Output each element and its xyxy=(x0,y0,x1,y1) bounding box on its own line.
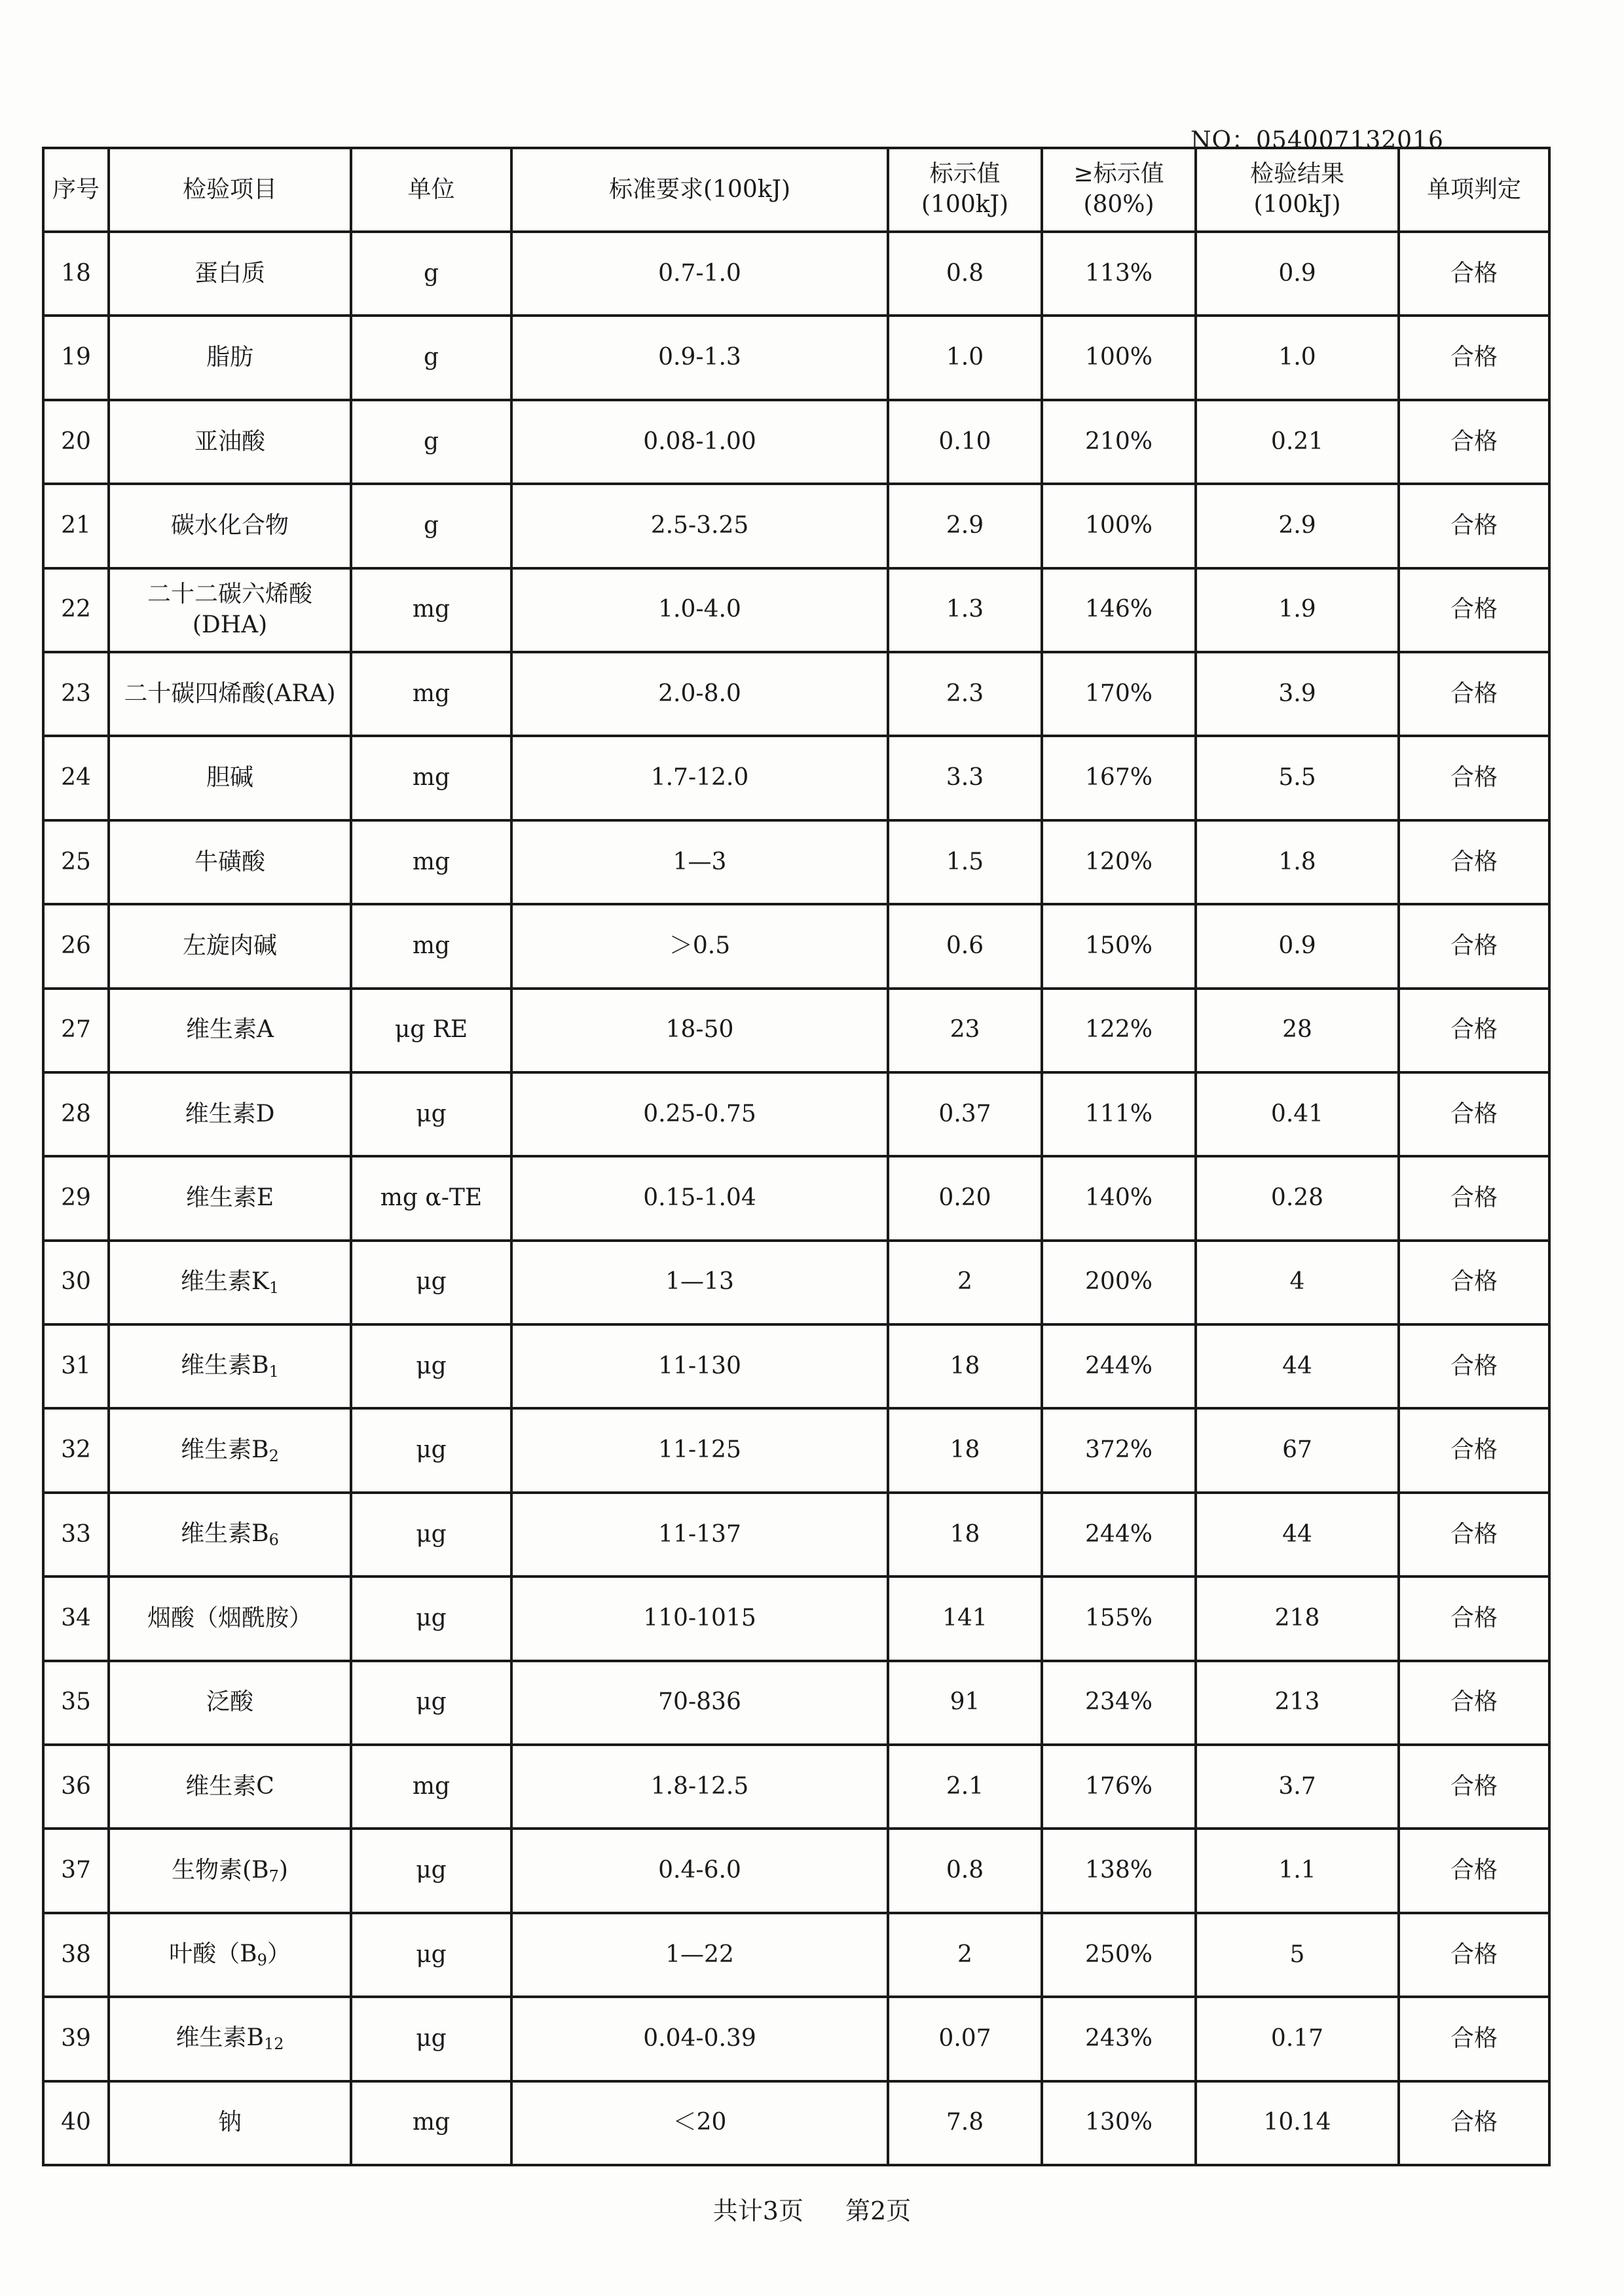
table-row xyxy=(43,1576,1549,1660)
item-name: 维生素E xyxy=(185,1184,274,1212)
cell-label-pct: 113% xyxy=(1042,232,1196,316)
cell-item xyxy=(109,989,351,1072)
cell-standard: 11-130 xyxy=(511,1324,888,1408)
cell-result: 2.9 xyxy=(1196,484,1399,568)
item-name: 维生素K xyxy=(180,1267,269,1295)
cell-unit: g xyxy=(351,484,511,568)
cell-label-pct: 167% xyxy=(1042,736,1196,820)
cell-result: 67 xyxy=(1196,1408,1399,1492)
header-unit: 单位 xyxy=(351,148,511,232)
cell-standard: 0.15-1.04 xyxy=(511,1156,888,1240)
cell-no: 31 xyxy=(43,1324,109,1408)
item-subscript: 6 xyxy=(268,1530,279,1549)
table-row xyxy=(43,1745,1549,1829)
cell-judgement: 合格 xyxy=(1399,1745,1549,1829)
cell-item xyxy=(109,484,351,568)
cell-standard: 18-50 xyxy=(511,989,888,1072)
cell-result: 1.9 xyxy=(1196,568,1399,652)
cell-item xyxy=(109,1829,351,1912)
cell-unit: mg xyxy=(351,568,511,652)
inspection-table xyxy=(42,147,1551,2166)
cell-judgement: 合格 xyxy=(1399,989,1549,1072)
cell-item xyxy=(109,568,351,652)
cell-label-pct: 155% xyxy=(1042,1576,1196,1660)
item-name: 脂肪 xyxy=(206,344,253,371)
cell-no: 36 xyxy=(43,1745,109,1829)
cell-item xyxy=(109,1745,351,1829)
table-row xyxy=(43,989,1549,1072)
cell-result: 28 xyxy=(1196,989,1399,1072)
cell-item xyxy=(109,1408,351,1492)
cell-unit: mg xyxy=(351,904,511,988)
cell-label-value: 2.1 xyxy=(888,1745,1042,1829)
cell-label-pct: 250% xyxy=(1042,1913,1196,1997)
item-name: 维生素D xyxy=(185,1100,275,1127)
cell-judgement: 合格 xyxy=(1399,316,1549,399)
cell-label-value: 23 xyxy=(888,989,1042,1072)
cell-unit: μg xyxy=(351,1072,511,1156)
cell-unit: μg xyxy=(351,1493,511,1576)
cell-standard: 1—3 xyxy=(511,820,888,904)
table-row xyxy=(43,1324,1549,1408)
cell-item xyxy=(109,316,351,399)
cell-label-value: 7.8 xyxy=(888,2081,1042,2165)
table-row xyxy=(43,400,1549,484)
item-name: 生物素(B xyxy=(172,1856,269,1884)
table-row xyxy=(43,736,1549,820)
cell-unit: mg xyxy=(351,1745,511,1829)
cell-label-pct: 372% xyxy=(1042,1408,1196,1492)
cell-label-pct: 138% xyxy=(1042,1829,1196,1912)
item-subscript: 2 xyxy=(268,1446,279,1465)
cell-judgement: 合格 xyxy=(1399,736,1549,820)
cell-result: 0.28 xyxy=(1196,1156,1399,1240)
cell-judgement: 合格 xyxy=(1399,232,1549,316)
cell-no: 37 xyxy=(43,1829,109,1912)
cell-judgement: 合格 xyxy=(1399,1997,1549,2081)
cell-standard: ＜20 xyxy=(511,2081,888,2165)
cell-label-pct: 234% xyxy=(1042,1661,1196,1745)
cell-unit: mg xyxy=(351,736,511,820)
cell-label-value: 18 xyxy=(888,1493,1042,1576)
cell-label-value: 18 xyxy=(888,1408,1042,1492)
table-body xyxy=(43,232,1549,2165)
cell-label-value: 2.9 xyxy=(888,484,1042,568)
item-name: 牛磺酸 xyxy=(194,848,265,875)
cell-unit: g xyxy=(351,316,511,399)
cell-label-pct: 146% xyxy=(1042,568,1196,652)
cell-label-pct: 122% xyxy=(1042,989,1196,1072)
cell-item xyxy=(109,1661,351,1745)
table-row xyxy=(43,568,1549,652)
cell-judgement: 合格 xyxy=(1399,1241,1549,1324)
cell-label-pct: 130% xyxy=(1042,2081,1196,2165)
cell-standard: ＞0.5 xyxy=(511,904,888,988)
item-name: 左旋肉碱 xyxy=(182,932,277,959)
cell-no: 21 xyxy=(43,484,109,568)
cell-result: 10.14 xyxy=(1196,2081,1399,2165)
cell-no: 26 xyxy=(43,904,109,988)
table-row xyxy=(43,652,1549,736)
cell-standard: 2.5-3.25 xyxy=(511,484,888,568)
table-row xyxy=(43,1997,1549,2081)
header-standard: 标准要求(100kJ) xyxy=(511,148,888,232)
cell-label-value: 0.6 xyxy=(888,904,1042,988)
cell-label-pct: 176% xyxy=(1042,1745,1196,1829)
cell-standard: 0.04-0.39 xyxy=(511,1997,888,2081)
item-suffix: ） xyxy=(267,1940,291,1967)
header-label-pct: ≥标示值 (80%) xyxy=(1042,148,1196,232)
cell-unit: μg xyxy=(351,1576,511,1660)
cell-judgement: 合格 xyxy=(1399,1661,1549,1745)
header-result: 检验结果 (100kJ) xyxy=(1196,148,1399,232)
item-name: 碳水化合物 xyxy=(170,511,289,539)
cell-result: 0.9 xyxy=(1196,904,1399,988)
cell-label-pct: 150% xyxy=(1042,904,1196,988)
table-row xyxy=(43,820,1549,904)
cell-label-pct: 100% xyxy=(1042,316,1196,399)
cell-standard: 1.7-12.0 xyxy=(511,736,888,820)
cell-unit: mg xyxy=(351,2081,511,2165)
item-name: 胆碱 xyxy=(206,764,253,792)
item-name: 泛酸 xyxy=(206,1688,253,1716)
cell-result: 3.9 xyxy=(1196,652,1399,736)
item-name: 维生素B xyxy=(181,1436,269,1463)
cell-unit: mg α-TE xyxy=(351,1156,511,1240)
item-subscript: 7 xyxy=(268,1867,279,1886)
cell-standard: 110-1015 xyxy=(511,1576,888,1660)
cell-item xyxy=(109,1156,351,1240)
cell-judgement: 合格 xyxy=(1399,1913,1549,1997)
page-footer xyxy=(0,2191,1624,2227)
table-row xyxy=(43,1829,1549,1912)
cell-judgement: 合格 xyxy=(1399,1156,1549,1240)
cell-result: 0.17 xyxy=(1196,1997,1399,2081)
cell-label-pct: 210% xyxy=(1042,400,1196,484)
footer-current-page: 第2页 xyxy=(845,2196,912,2225)
cell-judgement: 合格 xyxy=(1399,652,1549,736)
cell-unit: μg RE xyxy=(351,989,511,1072)
item-name: 烟酸（烟酰胺） xyxy=(147,1605,312,1632)
cell-judgement: 合格 xyxy=(1399,1408,1549,1492)
cell-standard: 11-125 xyxy=(511,1408,888,1492)
cell-label-value: 1.3 xyxy=(888,568,1042,652)
table-row xyxy=(43,1913,1549,1997)
cell-label-value: 0.8 xyxy=(888,1829,1042,1912)
cell-item xyxy=(109,1913,351,1997)
cell-unit: μg xyxy=(351,1408,511,1492)
cell-standard: 0.7-1.0 xyxy=(511,232,888,316)
item-name: 亚油酸 xyxy=(194,428,265,455)
cell-label-pct: 244% xyxy=(1042,1493,1196,1576)
cell-label-pct: 170% xyxy=(1042,652,1196,736)
cell-label-value: 2.3 xyxy=(888,652,1042,736)
cell-no: 33 xyxy=(43,1493,109,1576)
item-name: 维生素C xyxy=(185,1772,274,1800)
table-row xyxy=(43,1241,1549,1324)
table-row xyxy=(43,2081,1549,2165)
cell-result: 0.9 xyxy=(1196,232,1399,316)
cell-standard: 0.08-1.00 xyxy=(511,400,888,484)
cell-standard: 1—13 xyxy=(511,1241,888,1324)
cell-no: 40 xyxy=(43,2081,109,2165)
header-no: 序号 xyxy=(43,148,109,232)
cell-result: 0.41 xyxy=(1196,1072,1399,1156)
cell-unit: μg xyxy=(351,1241,511,1324)
cell-result: 1.0 xyxy=(1196,316,1399,399)
item-subscript: 1 xyxy=(268,1362,279,1381)
cell-no: 34 xyxy=(43,1576,109,1660)
cell-judgement: 合格 xyxy=(1399,1493,1549,1576)
cell-judgement: 合格 xyxy=(1399,2081,1549,2165)
cell-item xyxy=(109,1241,351,1324)
cell-no: 22 xyxy=(43,568,109,652)
cell-no: 38 xyxy=(43,1913,109,1997)
table-row xyxy=(43,484,1549,568)
cell-unit: μg xyxy=(351,1661,511,1745)
table-row xyxy=(43,1493,1549,1576)
cell-unit: μg xyxy=(351,1324,511,1408)
cell-item xyxy=(109,1493,351,1576)
report-number: NO：054007132016 xyxy=(1190,127,1444,154)
cell-no: 18 xyxy=(43,232,109,316)
item-name: 维生素B xyxy=(181,1520,269,1547)
cell-standard: 0.9-1.3 xyxy=(511,316,888,399)
cell-standard: 0.4-6.0 xyxy=(511,1829,888,1912)
cell-label-pct: 111% xyxy=(1042,1072,1196,1156)
cell-judgement: 合格 xyxy=(1399,1576,1549,1660)
cell-label-pct: 200% xyxy=(1042,1241,1196,1324)
table-header-row xyxy=(43,148,1549,232)
cell-label-value: 0.10 xyxy=(888,400,1042,484)
item-name: 维生素B xyxy=(175,2024,264,2052)
cell-judgement: 合格 xyxy=(1399,1829,1549,1912)
cell-judgement: 合格 xyxy=(1399,400,1549,484)
cell-unit: mg xyxy=(351,652,511,736)
cell-no: 30 xyxy=(43,1241,109,1324)
item-subscript: 12 xyxy=(263,2035,284,2054)
item-name: 蛋白质 xyxy=(194,259,265,287)
cell-label-value: 91 xyxy=(888,1661,1042,1745)
cell-label-pct: 120% xyxy=(1042,820,1196,904)
cell-result: 1.8 xyxy=(1196,820,1399,904)
cell-label-value: 0.8 xyxy=(888,232,1042,316)
cell-label-value: 18 xyxy=(888,1324,1042,1408)
cell-item xyxy=(109,652,351,736)
item-name: 钠 xyxy=(217,2109,242,2136)
cell-result: 3.7 xyxy=(1196,1745,1399,1829)
cell-no: 24 xyxy=(43,736,109,820)
item-name: 二十碳四烯酸(ARA) xyxy=(124,680,336,707)
cell-no: 28 xyxy=(43,1072,109,1156)
item-subscript: 9 xyxy=(257,1950,267,1969)
cell-label-value: 0.07 xyxy=(888,1997,1042,2081)
cell-judgement: 合格 xyxy=(1399,484,1549,568)
item-subscript: 1 xyxy=(268,1278,280,1297)
cell-standard: 11-137 xyxy=(511,1493,888,1576)
cell-item xyxy=(109,736,351,820)
cell-label-value: 0.37 xyxy=(888,1072,1042,1156)
item-name: 维生素B xyxy=(181,1352,269,1379)
cell-item xyxy=(109,1072,351,1156)
item-name: 维生素A xyxy=(186,1016,274,1044)
cell-label-value: 0.20 xyxy=(888,1156,1042,1240)
cell-result: 213 xyxy=(1196,1661,1399,1745)
header-item: 检验项目 xyxy=(109,148,351,232)
cell-standard: 2.0-8.0 xyxy=(511,652,888,736)
table-row xyxy=(43,316,1549,399)
cell-result: 5 xyxy=(1196,1913,1399,1997)
table-row xyxy=(43,1408,1549,1492)
cell-result: 4 xyxy=(1196,1241,1399,1324)
cell-no: 23 xyxy=(43,652,109,736)
cell-result: 44 xyxy=(1196,1324,1399,1408)
cell-label-pct: 244% xyxy=(1042,1324,1196,1408)
cell-no: 29 xyxy=(43,1156,109,1240)
cell-no: 20 xyxy=(43,400,109,484)
cell-unit: mg xyxy=(351,820,511,904)
table-row xyxy=(43,904,1549,988)
table-row xyxy=(43,1072,1549,1156)
cell-item xyxy=(109,232,351,316)
cell-standard: 1—22 xyxy=(511,1913,888,1997)
cell-result: 5.5 xyxy=(1196,736,1399,820)
cell-result: 1.1 xyxy=(1196,1829,1399,1912)
cell-item xyxy=(109,400,351,484)
cell-result: 44 xyxy=(1196,1493,1399,1576)
footer-total-pages: 共计3页 xyxy=(712,2196,803,2225)
cell-judgement: 合格 xyxy=(1399,1072,1549,1156)
header-judgement: 单项判定 xyxy=(1399,148,1549,232)
cell-label-value: 141 xyxy=(888,1576,1042,1660)
cell-no: 19 xyxy=(43,316,109,399)
cell-item xyxy=(109,1997,351,2081)
cell-item xyxy=(109,904,351,988)
cell-unit: μg xyxy=(351,1829,511,1912)
cell-label-value: 1.0 xyxy=(888,316,1042,399)
cell-standard: 0.25-0.75 xyxy=(511,1072,888,1156)
cell-item xyxy=(109,1576,351,1660)
cell-no: 25 xyxy=(43,820,109,904)
cell-no: 32 xyxy=(43,1408,109,1492)
cell-unit: g xyxy=(351,400,511,484)
cell-no: 35 xyxy=(43,1661,109,1745)
item-name: 二十二碳六烯酸 (DHA) xyxy=(147,580,312,638)
cell-label-value: 2 xyxy=(888,1241,1042,1324)
cell-item xyxy=(109,1324,351,1408)
cell-no: 27 xyxy=(43,989,109,1072)
cell-no: 39 xyxy=(43,1997,109,2081)
cell-judgement: 合格 xyxy=(1399,820,1549,904)
cell-unit: μg xyxy=(351,1913,511,1997)
table-row xyxy=(43,232,1549,316)
item-name: 叶酸（B xyxy=(169,1940,257,1967)
cell-item xyxy=(109,820,351,904)
cell-result: 0.21 xyxy=(1196,400,1399,484)
cell-judgement: 合格 xyxy=(1399,568,1549,652)
table-row xyxy=(43,1661,1549,1745)
item-suffix: ) xyxy=(278,1856,288,1884)
cell-item xyxy=(109,2081,351,2165)
cell-standard: 70-836 xyxy=(511,1661,888,1745)
cell-judgement: 合格 xyxy=(1399,1324,1549,1408)
header-label-value: 标示值 (100kJ) xyxy=(888,148,1042,232)
cell-label-pct: 140% xyxy=(1042,1156,1196,1240)
cell-label-pct: 243% xyxy=(1042,1997,1196,2081)
cell-unit: μg xyxy=(351,1997,511,2081)
cell-unit: g xyxy=(351,232,511,316)
cell-standard: 1.8-12.5 xyxy=(511,1745,888,1829)
cell-label-value: 1.5 xyxy=(888,820,1042,904)
table-row xyxy=(43,1156,1549,1240)
cell-standard: 1.0-4.0 xyxy=(511,568,888,652)
cell-result: 218 xyxy=(1196,1576,1399,1660)
cell-label-pct: 100% xyxy=(1042,484,1196,568)
cell-judgement: 合格 xyxy=(1399,904,1549,988)
cell-label-value: 2 xyxy=(888,1913,1042,1997)
cell-label-value: 3.3 xyxy=(888,736,1042,820)
